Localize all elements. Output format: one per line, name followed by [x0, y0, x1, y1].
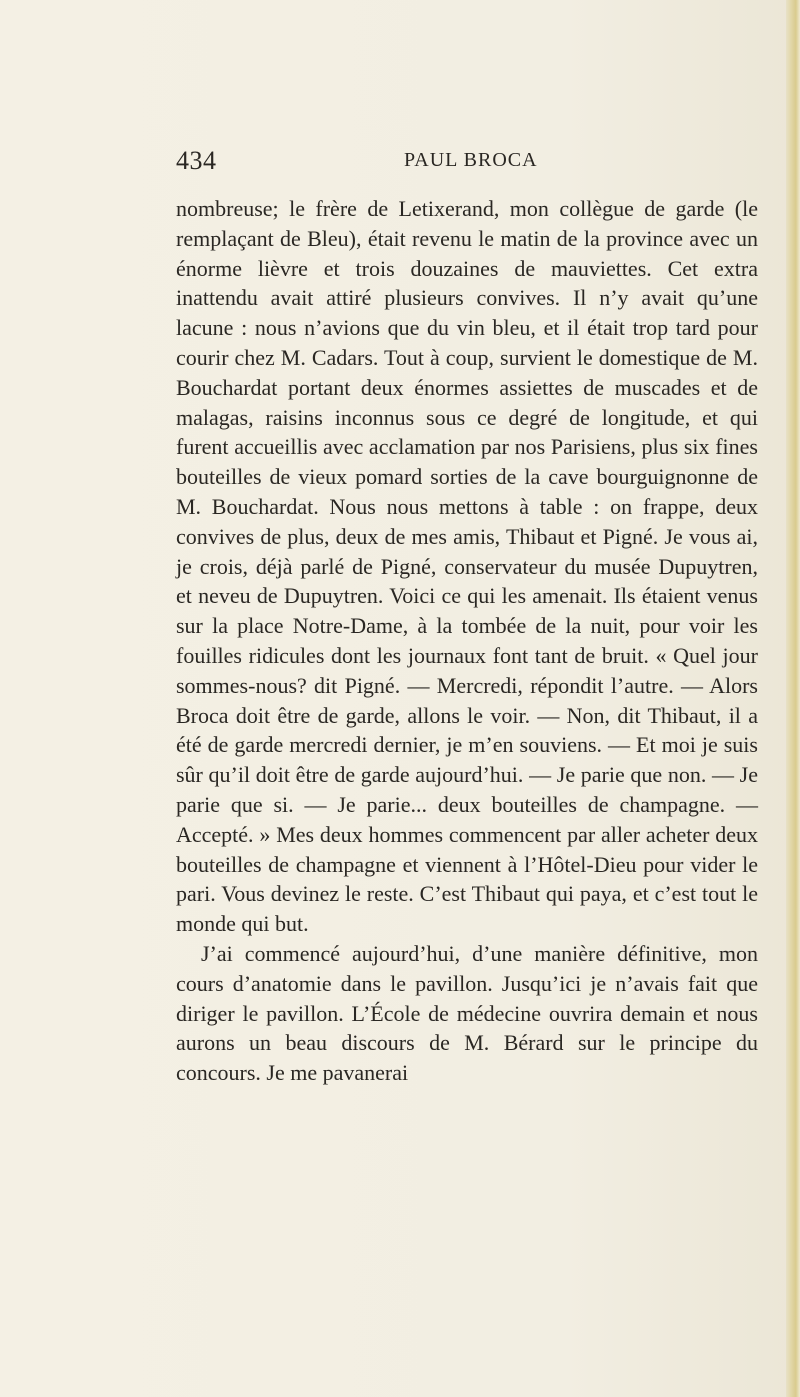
paragraph: J’ai commencé aujourd’hui, d’une manière définitive, mon cours d’anatomie dans le pavillon. Jusqu’ici je n’avais fait que diriger le pavillon. L’École de médecine ouvrira demain et nous aurons un beau discours de M. Bérard sur le principe du concours. Je me pavanerai — [176, 940, 758, 1086]
page-edge — [786, 0, 800, 1397]
body-text — [176, 194, 758, 1088]
paragraph-continuation: nombreuse; le frère de Letixerand, mon collègue de garde (le remplaçant de Bleu), était revenu le matin de la province avec un énorme lièvre et trois douzaines de mauviettes. Cet extra inattendu avait attiré plusieurs convives. Il n’y avait qu’une lacune : nous n’avions que du vin bleu, et il était trop tard pour courir chez M. Cadars. Tout à coup, survient le domestique de M. Bouchardat portant deux énormes assiettes de muscades et de malagas, raisins inconnus sous ce degré de longitude, et qui furent accueillis avec acclamation par nos Parisiens, plus six fines bouteilles de vieux pomard sorties de la cave bourguignonne de M. Bouchardat. Nous nous mettons à table : on frappe, deux convives de plus, deux de mes amis, Thibaut et Pigné. Je vous ai, je crois, déjà parlé de Pigné, conservateur du musée Dupuytren, et neveu de Dupuytren. Voici ce qui les amenait. Ils étaient venus sur la place Notre-Dame, à la tombée de la nuit, pour voir les fouilles ridicules dont les journaux font tant de bruit. « Quel jour sommes-nous? dit Pigné. — Mercredi, répondit l’autre. — Alors Broca doit être de garde, allons le voir. — Non, dit Thibaut, il a été de garde mercredi dernier, je m’en souviens. — Et moi je suis sûr qu’il doit être de garde aujourd’hui. — Je parie que non. — Je parie que si. — Je parie... deux bouteilles de champagne. — Accepté. » Mes deux hommes commencent par aller acheter deux bouteilles de champagne et viennent à l’Hôtel-Dieu pour vider le pari. Vous devinez le reste. C’est Thibaut qui paya, et c’est tout le monde qui but. — [176, 196, 758, 937]
page-number: 434 — [176, 146, 217, 175]
running-title: PAUL BROCA — [404, 149, 538, 171]
running-head — [176, 146, 756, 180]
